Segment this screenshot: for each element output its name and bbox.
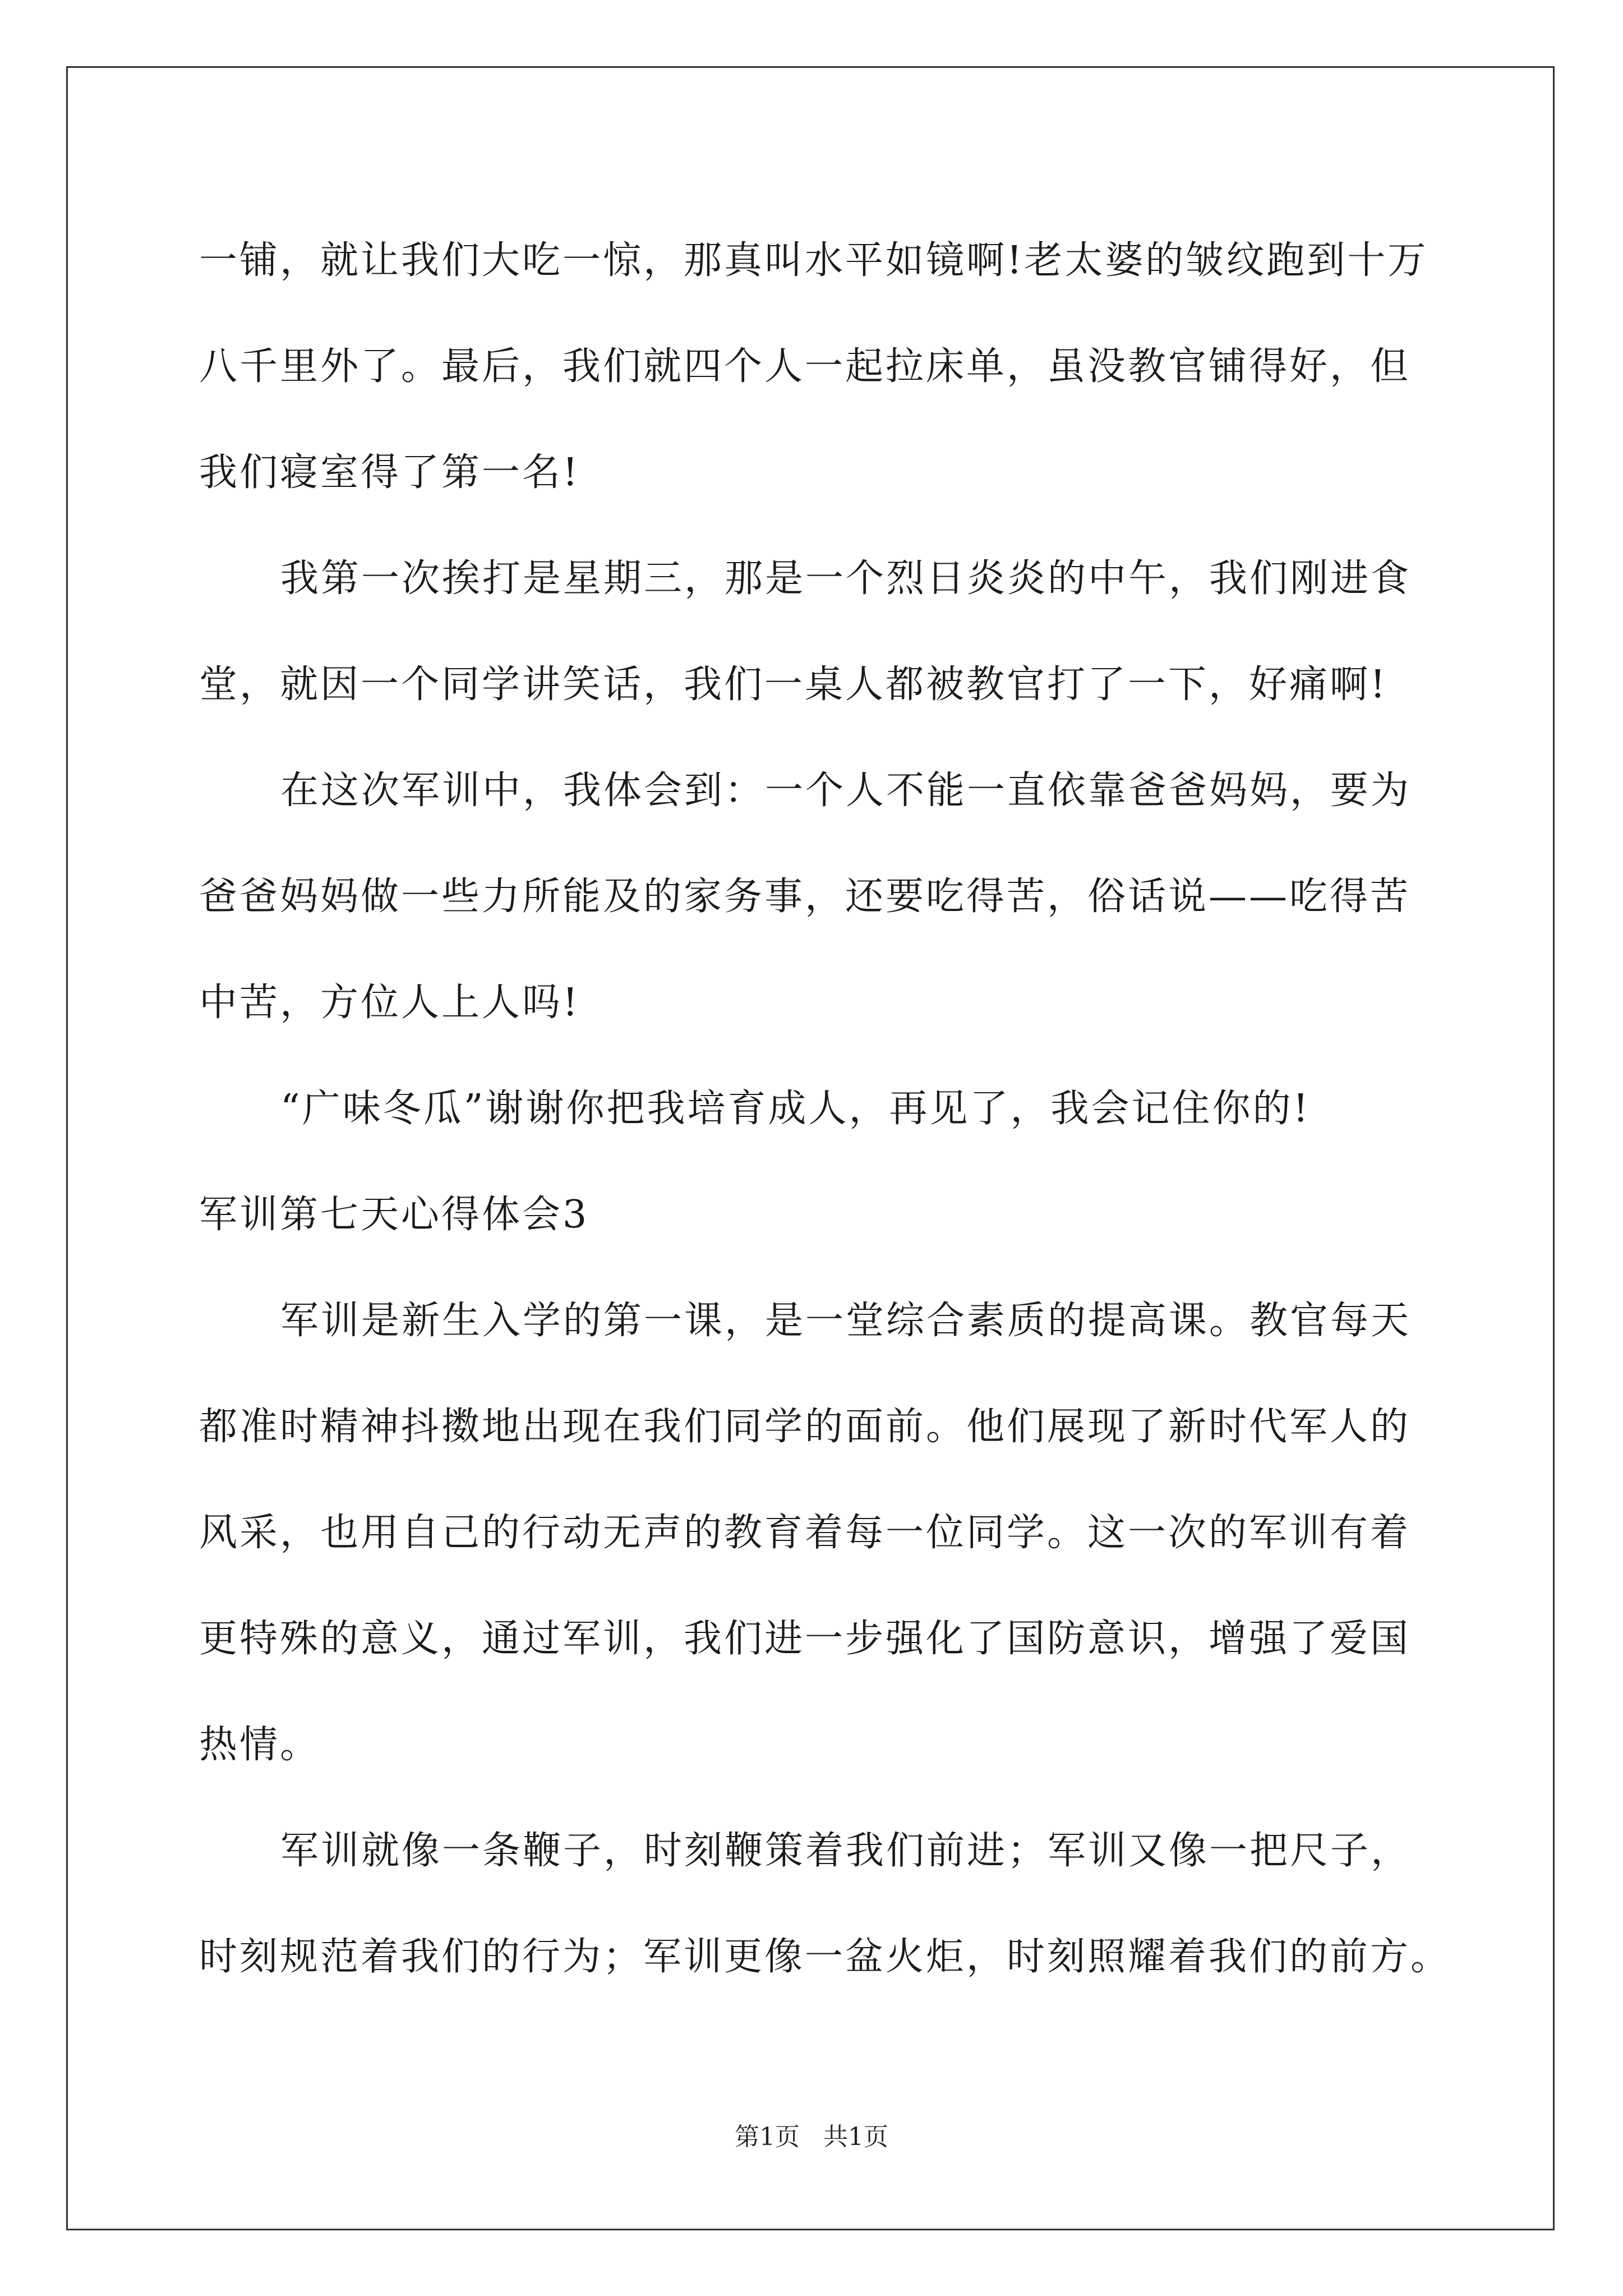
- text-line: 军训是新生入学的第一课，是一堂综合素质的提高课。教官每天: [280, 1299, 1412, 1343]
- section-heading: 军训第七天心得体会3: [199, 1193, 589, 1237]
- text-line: 我们寝室得了第一名!: [199, 450, 580, 495]
- text-line: 中苦，方位人上人吗!: [199, 981, 580, 1025]
- text-line: 堂，就因一个同学讲笑话，我们一桌人都被教官打了一下，好痛啊!: [199, 662, 1388, 707]
- text-line: 在这次军训中，我体会到：一个人不能一直依靠爸爸妈妈，要为: [280, 769, 1412, 813]
- text-line: 八千里外了。最后，我们就四个人一起拉床单，虽没教官铺得好，但: [199, 344, 1411, 389]
- text-line: 更特殊的意义，通过军训，我们进一步强化了国防意识，增强了爱国: [199, 1617, 1411, 1661]
- text-line: 都准时精神抖擞地出现在我们同学的面前。他们展现了新时代军人的: [199, 1405, 1411, 1449]
- text-line: 我第一次挨打是星期三，那是一个烈日炎炎的中午，我们刚进食: [280, 556, 1412, 601]
- text-line: 热情。: [199, 1723, 321, 1767]
- text-line: “广味冬瓜”谢谢你把我培育成人，再见了，我会记住你的!: [280, 1087, 1311, 1131]
- page-number-total: 共1页: [823, 2123, 888, 2151]
- text-line: 一铺，就让我们大吃一惊，那真叫水平如镜啊!老太婆的皱纹跑到十万: [199, 238, 1428, 283]
- text-line: 军训就像一条鞭子，时刻鞭策着我们前进；军训又像一把尺子，: [280, 1829, 1412, 1873]
- text-line: 风采，也用自己的行动无声的教育着每一位同学。这一次的军训有着: [199, 1511, 1411, 1555]
- text-line: 爸爸妈妈做一些力所能及的家务事，还要吃得苦，俗话说——吃得苦: [199, 875, 1411, 919]
- page-footer: [0, 2120, 1623, 2154]
- text-line: 时刻规范着我们的行为；军训更像一盆火炬，时刻照耀着我们的前方。: [199, 1935, 1451, 1979]
- document-body: [199, 208, 1451, 2010]
- page-number-current: 第1页: [735, 2123, 800, 2151]
